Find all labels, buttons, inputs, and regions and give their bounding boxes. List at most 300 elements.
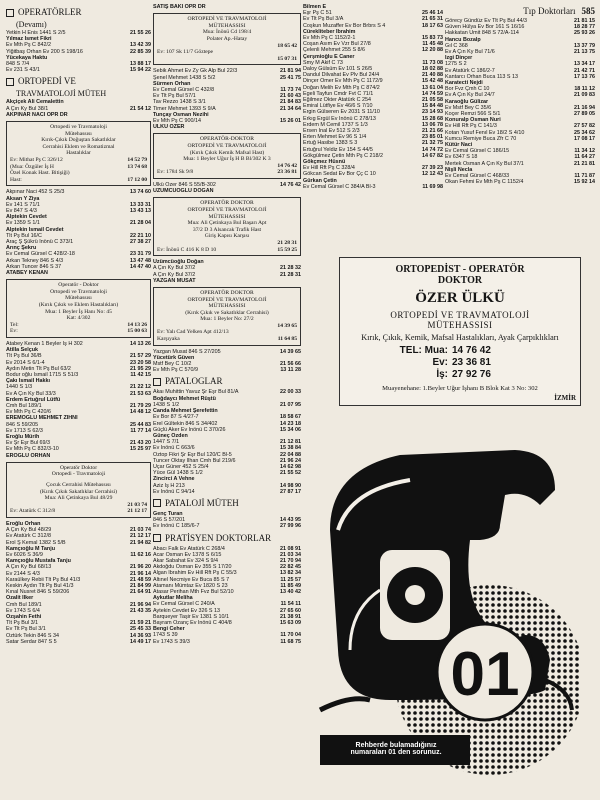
listing-name: Ev 6347 S 18 — [445, 154, 478, 161]
box-text-line: OPERATÖR-DOKTOR — [200, 136, 254, 143]
listing-name: Gıl C 368 — [445, 42, 468, 49]
listing-phone: 12 20 88 — [422, 47, 443, 54]
listing-name: Okan Fehmi Ev Mth Pş C 1152/4 — [445, 179, 524, 186]
listing-group — [6, 99, 151, 118]
listing-phone: 14 36 93 — [130, 632, 151, 639]
box-text-line: OPERATÖR DOKTOR — [200, 200, 254, 207]
square-bullet-icon — [6, 9, 14, 17]
listing-name: Kütür Naci — [445, 142, 473, 149]
box-phone-row — [157, 247, 297, 254]
listing-phone: 11 54 11 — [280, 601, 301, 608]
listing-phone: 21 42 71 — [574, 67, 595, 74]
listing-row — [153, 278, 301, 284]
listing-name: Bor Fvz Çmh C 10 — [445, 86, 490, 93]
listing-name: Ev Cemal Gürsel C 240/A — [153, 601, 215, 608]
box-phone-value: 18 65 42 — [277, 42, 297, 49]
box-text-line: Mua: İnönü Cd 198/4 — [202, 29, 252, 36]
listing-group — [6, 521, 151, 645]
listing-name: Satar Serdar 847 S 5 — [6, 638, 57, 645]
listing-name: Ev Mth Pş C 1152/2-1 — [303, 35, 356, 42]
listing-phone: 23 85 01 — [422, 134, 443, 141]
listing-name: Cürekliteber İbrahim — [303, 28, 356, 35]
listing-name: ATABEY KENAN — [6, 270, 48, 277]
listing-name: Kamçıoğlu Mustafa Tanju — [6, 558, 71, 565]
box-phone-value: 21 28 31 — [277, 239, 297, 246]
listing-phone: 21 64 91 — [130, 589, 151, 596]
listing-name: YAZGAN MUSAT — [153, 277, 196, 284]
listing-name: Ev Cemal Gürsel C 428/2-18 — [6, 251, 75, 258]
box-phone-value: 14 39 65 — [277, 322, 297, 329]
section-heading-ortopedi-sub: TRAVMATOLOJİ MÜTEH — [16, 89, 107, 99]
listing-phone: 21 40 88 — [422, 72, 443, 79]
listing-phone: 21 56 66 — [280, 361, 301, 368]
listing-name: Tuncer Oktay İlhan Cmh Bul 219/6 — [153, 457, 236, 464]
listing-name: Akpınar Naci 452 S 25/3 — [6, 189, 65, 196]
listing-name: Akar Sabahat Ev 324 S 9/4 — [153, 557, 219, 564]
box-phone-row — [10, 322, 147, 329]
listing-name: Genç Turan — [153, 510, 183, 517]
listing-name: Üzümcüoğlu Doğan — [153, 259, 204, 266]
listing-name: Karatecti Nejdi — [445, 80, 483, 87]
listing-phone: 18 02 88 — [422, 66, 443, 73]
listing-phone: 18 28 77 — [574, 24, 595, 31]
listing-name: Erkıg Ergül Ev İnönü C 278/13 — [303, 115, 376, 122]
box-phone-row — [157, 163, 297, 170]
box-text-line: MÜTEHASSISI — [208, 22, 246, 29]
listing-name: Akçiçek Ali Cemalettin — [6, 99, 64, 106]
box-text-line: Operatör - Doktor — [58, 282, 99, 289]
listing-phone: 13 43 13 — [130, 207, 151, 214]
listing-group — [153, 259, 301, 284]
box-phone-row — [157, 49, 297, 56]
box-phone-row — [10, 502, 147, 509]
box-text-line: MÜTEHASSISI — [208, 213, 246, 220]
listing-name: Aytekin Cevdet Ev 326 S 13 — [153, 607, 221, 614]
listing-box-yazgan — [153, 287, 301, 346]
listing-name: Atabey Kenan 1 Beyler İş H 302 — [6, 340, 83, 347]
listing-phone: 27 39 23 — [422, 165, 443, 172]
listing-group — [153, 349, 301, 374]
listing-phone: 21 13 75 — [574, 49, 595, 56]
box-phone-value: 17 12 00 — [127, 176, 147, 183]
listing-name: Eğilmez Okter Atatürk C 254 — [303, 97, 372, 104]
section-heading-patoloji: PATALOJİ MÜTEH — [153, 498, 301, 509]
listing-phone: 21 54 12 — [130, 105, 151, 112]
listing-name: Egeli Tayfun Cmdr Fvt C 71/1 — [303, 90, 374, 97]
listing-name: Gökgülmez Çetin Mth Pş C 218/2 — [303, 152, 383, 159]
listing-name: A Çın Ky Bul 38/1 — [6, 105, 49, 112]
listing-name: Eroğlu Orhan — [6, 520, 41, 527]
listing-box-ulku — [153, 133, 301, 179]
ad-subtitle: DOKTOR — [437, 275, 483, 286]
listing-phone: 14 62 98 — [280, 463, 301, 470]
listing-phone: 23 31 79 — [130, 251, 151, 258]
listing-name: Ev 847 S 4/3 — [6, 207, 37, 214]
listing-phone: 25 93 26 — [574, 30, 595, 37]
listing-phone: 21 84 83 — [280, 99, 301, 106]
square-bullet-icon — [6, 78, 14, 86]
listing-name: Erdem M Cemil 1737 S 1/3 — [303, 121, 368, 128]
listing-name: Ev 231 S 43/1 — [6, 67, 40, 74]
listing-phone: 21 96 94 — [130, 601, 151, 608]
listing-name: Ev 2144 S 4/3 — [6, 570, 40, 577]
listing-name: Koçer Remzi 566 S 5/1 — [445, 111, 501, 118]
listing-phone: 22 85 39 — [130, 48, 151, 55]
listing-name: Eşr Pş C 51 — [303, 10, 332, 17]
listing-phone: 15 25 97 — [130, 446, 151, 453]
listing-phone: 21 34 64 — [280, 105, 301, 112]
listing-phone: 21 55 26 — [130, 30, 151, 36]
listing-phone: 22 04 88 — [280, 451, 301, 458]
box-phone-value: 15 07 31 — [277, 55, 297, 62]
section-heading-pataloglar: PATALOGLAR — [153, 376, 301, 387]
box-text-line: Çocuk Cerrahisi Mütehassısı — [46, 482, 111, 489]
box-phone-row — [10, 177, 147, 184]
box-text-line: Mua: 1 Beyler No: 27/2 — [200, 316, 254, 323]
listing-name: Ev Hill Rft Pş C 141/3 — [445, 123, 497, 130]
box-text-line: Mua: 1 Beyler İş Hanı No: 45 — [45, 308, 112, 315]
listing-name: 1447 S 7/1 — [153, 439, 180, 446]
listing-name: Bayram Ozanç Ev İnönü C 404/8 — [153, 619, 232, 626]
listing-name: Araç Ş Şükrü İnönü C 373/1 — [6, 239, 74, 245]
listing-phone: 25 46 14 — [422, 10, 443, 17]
listing-phone — [299, 188, 301, 194]
listing-phone: 21 96 20 — [130, 564, 151, 571]
listing-name: Arkan Tekney 846 S 4/3 — [6, 257, 64, 264]
square-bullet-icon — [153, 378, 161, 386]
ad-city: İZMİR — [554, 394, 576, 402]
ad-slogan-line: Rehberde bulamadığınız — [355, 742, 437, 749]
ad-doctor-name: ÖZER ÜLKÜ — [415, 290, 505, 306]
listing-name: Arınç Şekru — [6, 245, 37, 252]
telephone-illustration — [310, 410, 580, 790]
listing-name: Karaülkey Rebii Tlt Pş Bul 41/3 — [6, 576, 81, 583]
listing-phone: 14 47 40 — [130, 263, 151, 270]
listing-name: Şenel Mehmet 1438 S 5/2 — [153, 74, 216, 81]
listing-phone — [299, 278, 301, 284]
listing-row — [153, 523, 301, 529]
listing-phone: 11 70 04 — [280, 632, 301, 639]
listing-phone: 11 34 12 — [574, 148, 595, 155]
listing-name: 848 S 7/4 — [6, 61, 30, 68]
listing-phone: 21 43 20 — [130, 440, 151, 447]
listing-box-uzumcuoglu — [153, 197, 301, 256]
listing-phone: 21 28 04 — [130, 220, 151, 227]
listing-phone: 13 11 28 — [280, 367, 301, 374]
listing-name: Kotan Yusuf Fenıl Ev 18/2 S 4/10 — [445, 129, 525, 136]
listing-name: Atamanı Mümtaz Ev 1820 S 23 — [153, 582, 228, 589]
box-phone-label: Ev: 1784 Sk 9/8 — [157, 169, 194, 176]
box-phone-row — [10, 328, 147, 335]
box-text-line: Mua: 1 Beyler Uğur İş H B Bl/302 K 3 — [183, 156, 271, 163]
listing-name: Nişli Necla — [445, 166, 473, 173]
listing-name: Atilla Selçuk — [6, 347, 39, 354]
listing-phone: 22 21 10 — [130, 232, 151, 239]
listing-name: Arkan Tuncer 846 S 37 — [6, 263, 62, 270]
listing-name: Öztop Fikri Şr Eşr Bul 120/C Bl-5 — [153, 451, 232, 458]
listing-name: Bilmen E — [303, 4, 327, 10]
listing-name: Ev A Çın Ky Bul 24/7 — [445, 92, 495, 99]
listing-name: Erten Mehmet Ev 96 S 1/4 — [303, 134, 367, 141]
box-text-line: (Kırık Çıkık ve Sakatlıklar Cerrahisi) — [185, 309, 269, 316]
listing-phone: 27 89 05 — [574, 111, 595, 118]
listing-phone: 27 65 60 — [280, 607, 301, 614]
listing-phone: 13 40 42 — [280, 588, 301, 595]
listing-phone: 21 43 35 — [130, 607, 151, 614]
listing-phone: 14 49 17 — [130, 638, 151, 645]
listing-name: Mertek Osman A Çın Ky Bul 37/1 — [445, 160, 524, 167]
listing-phone: 21 28 31 — [280, 271, 301, 278]
listing-name: Ev 141 S 71/1 — [6, 201, 40, 208]
box-phone-label: Ev: İnönü C 416 K 8 D 10 — [157, 246, 217, 253]
box-phone-row — [157, 240, 297, 247]
listing-name: Aydın Metin Tlt Pş Bul 63/2 — [6, 365, 71, 372]
listing-phone: 13 61 04 — [422, 84, 443, 91]
listing-phone: 15 94 22 — [130, 67, 151, 74]
listing-phone: 21 28 32 — [280, 265, 301, 272]
listing-phone: 11 64 27 — [574, 154, 595, 161]
listing-name: 1440 S 1/3 — [6, 384, 33, 391]
listing-name: Doğan Melih Ev Mth Pş C 874/2 — [303, 84, 380, 91]
listing-phone: 11 45 48 — [422, 41, 443, 48]
box-text-line: Polater Ap.-Hatay — [206, 35, 248, 42]
listing-phone: 27 99 96 — [280, 523, 301, 530]
listing-name: ÜLKÜ ÖZER — [153, 124, 185, 131]
listing-name: Ev Tlt Pş Bul 3/1 — [6, 626, 46, 633]
box-text-line: Kırık-Çıkık Doğuştan Sakatlıklar — [41, 137, 116, 144]
listing-name: Hakkatan Ümit 848 S 72/A-114 — [445, 30, 519, 37]
listing-group — [6, 189, 151, 276]
listing-phone: 21 48 59 — [130, 576, 151, 583]
listing-phone: 13 37 79 — [574, 42, 595, 49]
listing-phone: 14 23 18 — [280, 420, 301, 427]
listing-name: Yücekaya Haktu — [6, 54, 48, 61]
box-text-line: (Kırık Çıkık Sakatlıklar Cerrahisi) — [40, 488, 117, 495]
listing-phone: 11 71 87 — [574, 173, 595, 180]
box-text-line: Operatör Doktor — [59, 464, 98, 471]
listing-name: Akdoğdu Osman Ev 355 S 17/20 — [153, 564, 232, 571]
box-phone-label: (Mua: Özgüler İş H — [10, 163, 54, 170]
box-phone-row — [10, 170, 147, 177]
doctor-advertisement — [339, 257, 581, 406]
listing-name: Ev İnönü C 185/6-7 — [153, 523, 200, 530]
page-header — [445, 6, 595, 16]
listing-phone: 21 96 14 — [130, 570, 151, 577]
box-phone-label: Ev: Mithat Pş C 326/12 — [10, 157, 63, 163]
listing-phone: 23 14 93 — [422, 109, 443, 116]
listing-name: Akaı Muhittin Yavuz Şr Eşr Bul 81/A — [153, 389, 239, 396]
ad-phone-label: İş: — [436, 369, 448, 380]
listing-name: Ev 1359 S 1/1 — [6, 220, 40, 227]
box-phone-value: 15 59 25 — [277, 246, 297, 253]
listing-name: Ev Cemal Gürsel C 432/8 — [153, 86, 215, 93]
box-text-line: Cerrahisi Eklem ve Romatizmal — [42, 143, 115, 150]
listing-name: Barqueyer Taşir Ev 1381 S 10/1 — [153, 613, 230, 620]
ad-address: Muayenehane: 1.Beyler Uğur İşhanı B Blok Kat 3 No: 302 — [382, 385, 538, 392]
listing-phone: 15 26 01 — [280, 117, 301, 124]
listing-name: Yılmaz İsmet Fikri — [6, 36, 52, 43]
box-text-line: ORTOPEDİ VE TRAVMATOLOJİ — [187, 206, 267, 213]
listing-name: Ertuğ Hasibe 1383 S 3 — [303, 140, 358, 147]
listing-phone: 14 74 59 — [422, 90, 443, 97]
listing-name: Dinçer Ömer Ev Mth Pş C 1172/9 — [303, 78, 383, 85]
listing-phone — [149, 453, 151, 459]
box-phone-row — [157, 56, 297, 63]
section-heading-pratisyen: PRATİSYEN DOKTORLAR — [153, 533, 301, 544]
listing-phone: 15 83 73 — [422, 35, 443, 42]
listing-box-eroglu — [6, 462, 151, 518]
listing-phone: 22 00 33 — [280, 389, 301, 396]
listing-phone: 21 12 17 — [130, 533, 151, 540]
listing-phone: 11 73 08 — [422, 59, 443, 66]
listing-name: Sürmen Orhan — [153, 80, 191, 87]
box-phone-row — [157, 43, 297, 50]
listing-group — [153, 389, 301, 494]
listing-phone — [149, 270, 151, 276]
listing-name: Tav Rezzo 1438 S 3/1 — [153, 99, 206, 106]
listing-name: Smy M Akif C 73 — [303, 59, 343, 66]
listing-name: EROĞLU ORHAN — [6, 452, 51, 459]
listing-name: A Çın Ky Bul 48/29 — [6, 527, 52, 534]
listing-row — [153, 639, 301, 645]
page-number: 585 — [581, 6, 595, 16]
listing-name: Ev A Çın Ky Bul 33/3 — [6, 390, 56, 397]
listing-phone: 11 42 15 — [130, 371, 151, 378]
listing-name: Yazgan Musat 846 S 27/205 — [153, 348, 221, 355]
listing-name: Ev Tlt Pş Bul 3/A — [303, 16, 344, 23]
listing-head: SATIŞ BAKİ OPR DR — [153, 4, 206, 10]
listing-row — [445, 179, 595, 185]
listing-phone: 21 81 15 — [574, 18, 595, 24]
listing-group — [6, 341, 151, 459]
listing-phone: 21 79 29 — [130, 403, 151, 409]
listing-phone: 18 11 12 — [574, 86, 595, 93]
listing-box-satis — [153, 13, 301, 65]
listing-name: Alptekin Cevdet — [6, 214, 47, 221]
box-phone-label: Ev: 107 Sk 11/7 Göztepe — [157, 49, 214, 56]
listing-name: Güven Hülya Ev Bor 161 S 16/16 — [445, 24, 525, 31]
listing-phone: 13 74 60 — [130, 189, 151, 196]
box-phone-row — [10, 157, 147, 164]
listing-phone: 21 94 82 — [130, 539, 151, 546]
listing-phone: 27 38 27 — [130, 239, 151, 245]
box-text-line: Mua: Ali Çetinkaya Bul Başarı Apt — [187, 220, 267, 227]
box-phone-value: 13 74 68 — [127, 163, 147, 170]
listing-phone: 27 87 17 — [280, 488, 301, 495]
box-phone-label: Ev: — [10, 328, 18, 335]
box-text-line: ORTOPEDİ VE TRAVMATOLOJİ — [187, 296, 267, 303]
listing-name: Altınel Necmiye Ev Buca 85 S 7 — [153, 576, 230, 583]
listing-phone — [149, 112, 151, 118]
listing-group — [6, 30, 151, 73]
listing-name: Ev Atatürk C 186/2-7 — [445, 67, 495, 74]
listing-name: AKPINAR NACİ OPR DR — [6, 111, 68, 118]
listing-name: Boğdaycı Mehmet Rüştü — [153, 395, 216, 402]
listing-name: Uçar Güner 452 S 25/4 — [153, 463, 209, 470]
box-phone-row — [157, 169, 297, 176]
listing-name: 846 S 59/205 — [6, 421, 39, 428]
listing-phone: 21 84 99 — [130, 583, 151, 590]
box-text-line: (Kırık Çıkık ve Eklem Hastalıkları) — [38, 302, 119, 308]
box-phone-label: Tel: — [10, 321, 19, 328]
badge-number: 01 — [450, 640, 520, 709]
listing-phone: 15 38 84 — [280, 445, 301, 452]
listing-phone: 21 53 63 — [130, 390, 151, 397]
column-3 — [303, 4, 443, 190]
listing-name: Gürkan Çetin — [303, 177, 337, 184]
section-continued-label: (Devamı) — [16, 20, 47, 29]
listing-name: Ev Mth Pş C 832/3-10 — [6, 446, 59, 453]
listing-phone: 11 68 75 — [280, 638, 301, 645]
column-2 — [153, 4, 301, 645]
listing-name: 1275 S 2 — [445, 61, 467, 68]
section-heading-ortopedi: ORTOPEDİ VE — [6, 76, 151, 87]
listing-name: Öztürk Tekin 846 S 34 — [6, 632, 59, 639]
listing-phone — [299, 124, 301, 130]
ad-phone-value: 27 92 76 — [452, 369, 491, 380]
listing-name: Tunçay Osman Nezihi — [153, 111, 209, 118]
listing-phone: 14 39 65 — [280, 348, 301, 355]
listing-row — [153, 188, 301, 194]
listing-phone: 21 07 95 — [280, 401, 301, 408]
listing-name: Ev A Çın Ky Bul 71/6 — [445, 49, 495, 56]
listing-name: Daloy Gülsüm Ev 101 S 26/5 — [303, 66, 373, 73]
listing-name: Güneç Özden — [153, 432, 188, 439]
listing-name: Erel Gültekin 846 S 34/402 — [153, 420, 218, 427]
listing-name: Zincirci A Vehne — [153, 476, 195, 483]
listing-phone: 21 95 29 — [130, 365, 151, 372]
box-phone-value: 14 52 79 — [127, 157, 147, 163]
listing-phone: 14 43 95 — [280, 517, 301, 524]
listing-name: Eroğlu Mürih — [6, 434, 40, 441]
listing-row — [6, 112, 151, 118]
listing-phone: 13 06 78 — [422, 121, 443, 128]
listing-name: Bengi Ceher — [153, 626, 185, 633]
listing-phone: 14 48 12 — [130, 409, 151, 416]
ad-title: ORTOPEDİST - OPERATÖR — [395, 264, 525, 275]
listing-name: Ev İnönü C 663/6 — [153, 445, 195, 452]
listing-name: Görecy Gündüz Ev Tlt Pş Bul 44/3 — [445, 18, 527, 24]
listing-row — [6, 453, 151, 459]
listing-name: Ev Cemal Gürsel C 468/33 — [445, 173, 510, 180]
ad-slogan-line: numaraları 01 den sorunuz. — [350, 749, 442, 756]
listing-phone: 21 03 74 — [130, 527, 151, 534]
listing-name: Acar Osman Ev 1378 S 6/15 — [153, 551, 222, 558]
square-bullet-icon — [153, 534, 161, 542]
listing-phone: 13 88 17 — [130, 61, 151, 68]
box-text-line: Ortopedi ve Travmatoloji — [50, 288, 107, 295]
ad-conditions: Kırık, Çıkık, Kemik, Mafsal Hastalıkları, Ayak Çarpıklıkları — [361, 333, 559, 342]
listing-name: Cmh Bul 189/1 — [6, 403, 42, 409]
ad-phone-value: 14 76 42 — [452, 345, 491, 356]
box-text-line: Mütehassısı — [65, 295, 92, 302]
listing-phone: 21 81 94 — [280, 68, 301, 75]
listing-phone: 25 44 83 — [130, 421, 151, 428]
listing-name: A Çın Ky Bul 37/2 — [153, 265, 196, 272]
listing-name: Ev Mstf Bey C 35/6 — [445, 104, 492, 111]
listing-name: Ev Mth Pş C 900/14 — [153, 117, 201, 124]
listing-phone: 11 25 57 — [280, 576, 301, 583]
listing-phone: 14 13 26 — [130, 340, 151, 347]
box-text-line: ORTOPEDİ VE TRAVMATOLOJİ — [187, 16, 267, 23]
listing-phone: 14 76 42 — [280, 181, 301, 188]
listing-row — [6, 270, 151, 276]
listing-name: Erdem Ertuğrul Lütfü — [6, 396, 61, 403]
listing-name: Çakı İsmail Hakkı — [6, 378, 51, 385]
box-phone-label: Hast: — [10, 176, 22, 183]
listing-phone: 15 42 48 — [422, 78, 443, 85]
listing-group — [445, 18, 595, 185]
